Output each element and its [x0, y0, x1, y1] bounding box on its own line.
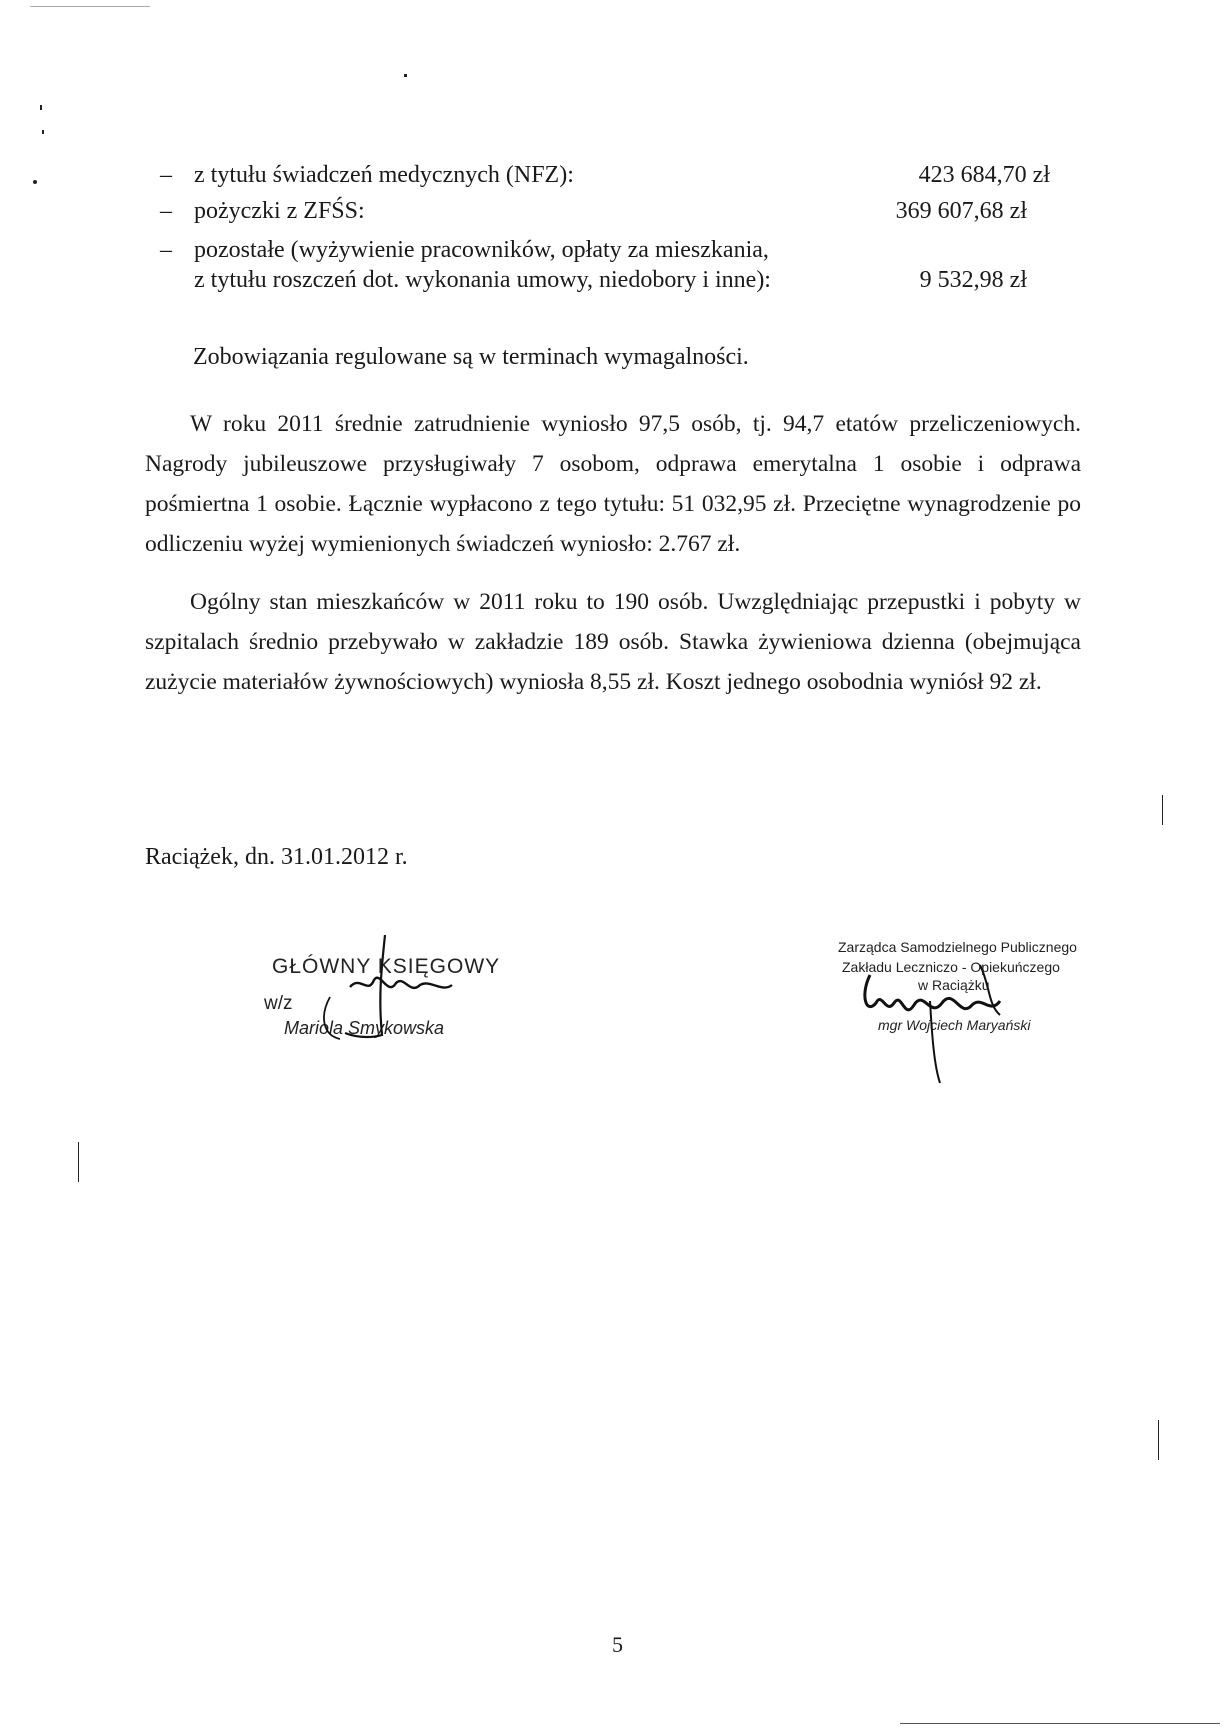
scan-line	[30, 6, 150, 7]
handwritten-signature-icon	[270, 935, 530, 1045]
stamp-name: mgr Wojciech Maryański	[878, 1017, 1031, 1033]
stamp-line2: Zakładu Leczniczo - Opiekuńczego	[842, 959, 1060, 975]
signature-name: Mariola Smykowska	[284, 1018, 445, 1038]
stamp-line1: Zarządca Samodzielnego Publicznego	[838, 939, 1077, 955]
list-item-label-line1: pozostałe (wyżywienie pracowników, opłaty za mieszkania,	[194, 237, 769, 263]
scan-speck	[42, 130, 44, 134]
scan-speck	[33, 180, 37, 184]
paragraph-residents: Ogólny stan mieszkańców w 2011 roku to 190 osób. Uwzględniając przepustki i pobyty w szpitalach średnio przebywało w zakładzie 189 osób. Stawka żywieniowa dzienna (obejmująca zużycie materiałów żywnościowych) wyniosła 8,55 zł. Koszt jednego osobodnia wyniósł 92 zł.	[145, 589, 1081, 695]
list-item-label: z tytułu świadczeń medycznych (NFZ):	[194, 162, 574, 188]
list-item-other	[160, 235, 1060, 265]
scan-line	[1162, 795, 1163, 825]
stamp-line3: w Raciążku	[918, 977, 990, 993]
list-item-amount: 423 684,70 zł	[918, 162, 1050, 188]
list-dash: –	[160, 198, 172, 224]
list-item-label-line2: z tytułu roszczeń dot. wykonania umowy, niedobory i inne):	[194, 267, 771, 293]
list-item-amount: 369 607,68 zł	[895, 198, 1027, 224]
signature-title: GŁÓWNY KSIĘGOWY	[272, 955, 501, 978]
list-dash: –	[160, 162, 172, 188]
scan-line	[78, 1142, 79, 1182]
paragraph-employment: W roku 2011 średnie zatrudnienie wyniosło 97,5 osób, tj. 94,7 etatów przeliczeniowych. Nagrody jubileuszowe przysługiwały 7 osobom, odprawa emerytalna 1 osobie i odprawa pośmiertna 1 osobie. Łącznie wypłacono z tego tytułu: 51 032,95 zł. Przeciętne wynagrodzenie po odliczeniu wyżej wymienionych świadczeń wyniosło: 2.767 zł.	[145, 411, 1081, 557]
page-number: 5	[612, 1632, 623, 1657]
scan-line	[900, 1723, 1220, 1724]
list-item-amount: 9 532,98 zł	[919, 267, 1027, 293]
scan-speck	[40, 105, 42, 110]
signature-prefix: w/z	[264, 993, 293, 1014]
scan-line	[1158, 1420, 1159, 1460]
handwritten-signature-icon	[830, 925, 1090, 1085]
list-item-label: pożyczki z ZFŚS:	[194, 198, 365, 224]
place-date: Raciążek, dn. 31.01.2012 r.	[145, 844, 408, 870]
signature-director	[830, 925, 1090, 1085]
signature-chief-accountant	[264, 935, 530, 1045]
list-dash: –	[160, 237, 172, 263]
scan-speck	[404, 74, 407, 77]
paragraph-liabilities: Zobowiązania regulowane są w terminach wymagalności.	[193, 344, 749, 370]
